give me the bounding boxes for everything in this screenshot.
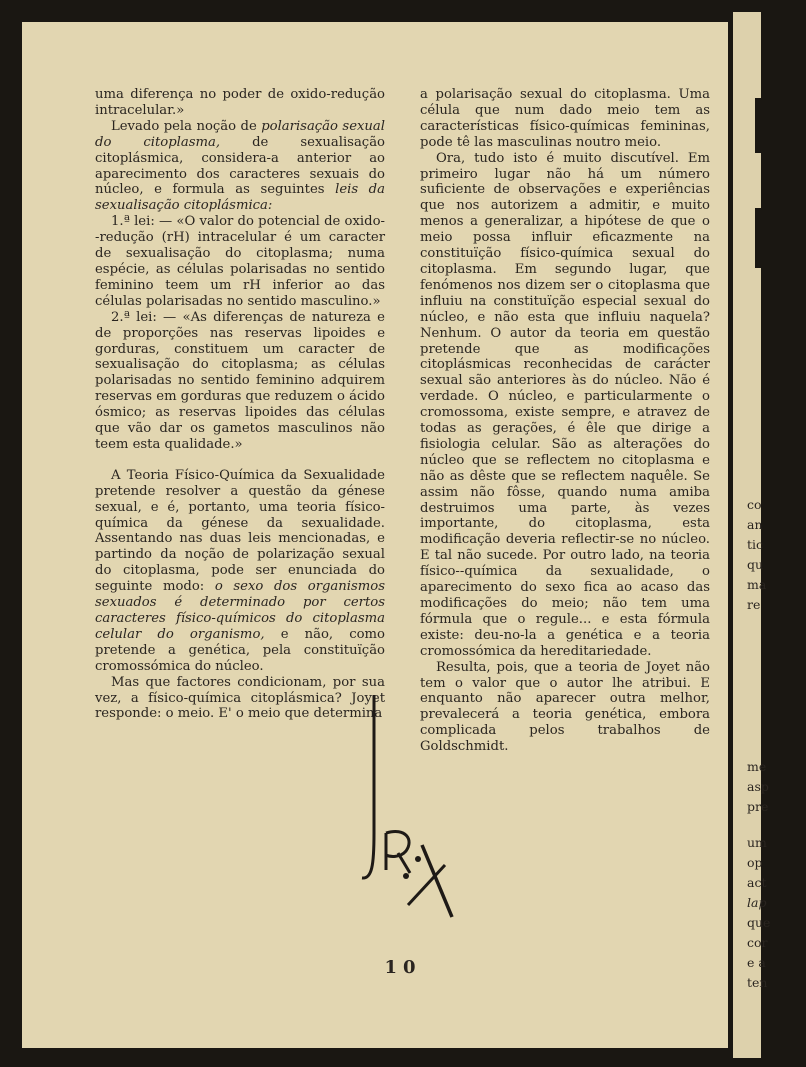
paragraph: Ora, tudo isto é muito discutível. Em primeiro lugar não há um número suficiente de observações e experiências que nos autorizem a admitir, e muito menos a generalizar, a hipótese de que o meio possa influir eficazmente na constituïção físico-química sexual do citoplasma. Em segundo lugar, que fenómenos nos dizem ser o citoplasma que influiu na constituïção especial sexual do núcleo, e não esta que influiu naquela? Nenhum. O autor da teoria em questão pretende que as modificações citoplásmicas reconhecidas de carácter sexual são anteriores às do núcleo. Não é verdade. O núcleo, e particularmente o cromossoma, existe sempre, e atravez de todas as gerações, é êle que dirige a fisiologia celular. São as alterações do núcleo que se reflectem no citoplasma e não as dêste que se reflectem naquêle. Se assim não fôsse, quando numa amiba destruimos uma parte, às vezes importante, do citoplasma, esta modificação deveria reflectir-se no núcleo. E tal não sucede. Por outro lado, na teoria físico--química da sexualidade, o aparecimento do sexo fica ao acaso das modificações do meio; não tem uma fórmula que o regule... e esta fórmula existe: deu-no-la a genética e a teoria cromossómica da hereditariedade. bbox=[420, 150, 710, 659]
paragraph: Levado pela noção de polarisação sexual do citoplasma, de sexualisação citoplásmica, considera-a anterior ao aparecimento dos caracteres sexuais do núcleo, e formula as seguintes leis da sexualisação citoplásmica: bbox=[95, 118, 386, 214]
edge-fragment: e a bbox=[747, 955, 766, 970]
adjacent-black-block bbox=[755, 208, 765, 268]
edge-fragment: me bbox=[747, 759, 767, 774]
edge-fragment: co bbox=[747, 497, 762, 512]
left-text-column bbox=[95, 87, 385, 722]
paragraph: Resulta, pois, que a teoria de Joyet não tem o valor que o autor lhe atribui. E enquanto não aparecer outra melhor, prevalecerá a teoria genética, embora complicada pelos trabalhos de Goldschmidt. bbox=[420, 659, 710, 755]
paragraph: A Teoria Físico-Química da Sexualidade pretende resolver a questão da génese sexual, e é, portanto, uma teoria físico-química da génese da sexualidade. Assentando nas duas leis mencionadas, e partindo da noção de polarização sexual do citoplasma, pode ser enunciada do seguinte modo: o sexo dos organismos sexuados é determinado por certos caracteres físico-químicos do citoplasma celular do organismo, e não, como pretende a genética, pela constituïção cromossómica do núcleo. bbox=[95, 467, 385, 674]
edge-fragment: cor bbox=[747, 935, 768, 950]
second-law: 2.ª lei: — «As diferenças de natureza e de proporções nas reservas lipoides e gorduras, constituem um caracter de sexualisação do citoplasma; as células polarisadas no sentido feminino adquirem reservas em gorduras que reduzem o ácido ósmico; as reservas lipoides das células que vão dar os gametos masculinos não teem esta qualidade.» bbox=[95, 309, 385, 452]
edge-fragment: que bbox=[747, 915, 771, 930]
edge-fragment: asp bbox=[747, 779, 769, 794]
edge-fragment: re bbox=[747, 597, 761, 612]
edge-fragment: act bbox=[747, 875, 767, 890]
adjacent-black-block bbox=[755, 98, 765, 153]
edge-fragment: op bbox=[747, 855, 763, 870]
paragraph: a polarisação sexual do citoplasma. Uma célula que num dado meio tem as características físico-químicas femininas, pode tê las masculinas noutro meio. bbox=[420, 87, 710, 150]
edge-fragment: ten bbox=[747, 975, 768, 990]
paragraph: uma diferença no poder de oxido-redução intracelular.» bbox=[95, 87, 385, 118]
right-text-column bbox=[420, 87, 710, 755]
edge-fragment: ma bbox=[747, 577, 767, 592]
author-monogram bbox=[360, 695, 460, 920]
edge-fragment: tic bbox=[747, 537, 764, 552]
edge-fragment: um bbox=[747, 835, 767, 850]
first-law: 1.ª lei: — «O valor do potencial de oxido--redução (rH) intracelular é um caracter de sexualisação do citoplasma; numa espécie, as células polarisadas no sentido feminino teem um rH inferior ao das células polarisadas no sentido masculino.» bbox=[95, 214, 385, 309]
page-number: 10 bbox=[384, 957, 422, 978]
paragraph: Mas que factores condicionam, por sua vez, a físico-química citoplásmica? Joyet responde: o meio. E' o meio que determina bbox=[95, 674, 385, 722]
edge-fragment: lap bbox=[747, 895, 767, 910]
adjacent-page-edge bbox=[733, 12, 771, 1058]
edge-fragment: pre bbox=[747, 799, 769, 814]
edge-fragment: an bbox=[747, 517, 763, 532]
edge-fragment: qu bbox=[747, 557, 764, 572]
